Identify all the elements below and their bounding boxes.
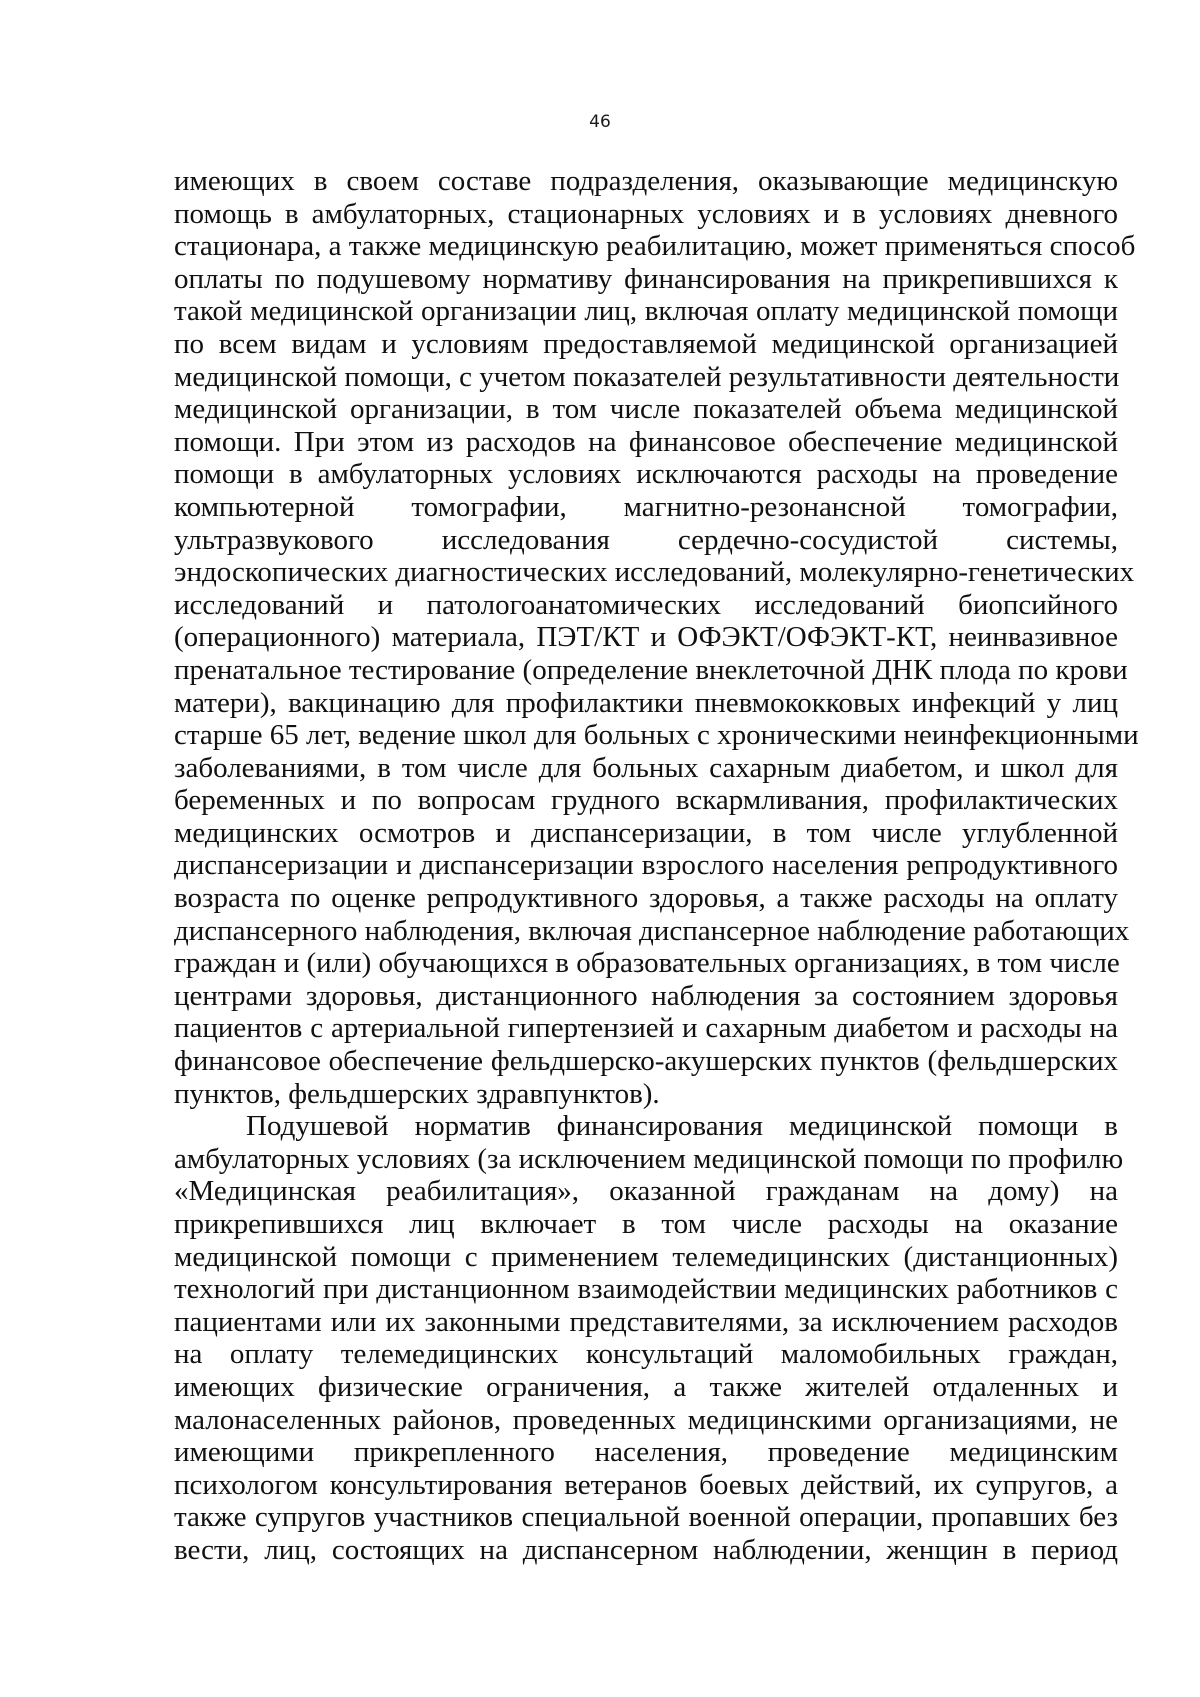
- text-line: помощь в амбулаторных, стационарных условиях и в условиях дневного: [174, 197, 1118, 230]
- text-line: пациентов с артериальной гипертензией и сахарным диабетом и расходы на: [174, 1012, 1118, 1045]
- text-line: старше 65 лет, ведение школ для больных с хроническими неинфекционными: [174, 719, 1139, 752]
- text-line: пунктов, фельдшерских здравпунктов).: [174, 1077, 660, 1110]
- text-line: заболеваниями, в том числе для больных сахарным диабетом, и школ для: [174, 751, 1118, 784]
- text-line: такой медицинской организации лиц, включая оплату медицинской помощи: [174, 295, 1118, 328]
- text-line: (операционного) материала, ПЭТ/КТ и ОФЭКТ/ОФЭКТ-КТ, неинвазивное: [174, 621, 1118, 654]
- text-line: помощи в амбулаторных условиях исключаются расходы на проведение: [174, 458, 1118, 491]
- text-line: медицинской помощи, с учетом показателей результативности деятельности: [174, 360, 1120, 393]
- body-text: [174, 165, 1139, 1567]
- text-line: медицинской организации, в том числе показателей объема медицинской: [174, 393, 1118, 426]
- text-line: исследований и патологоанатомических исследований биопсийного: [174, 588, 1118, 621]
- text-line: медицинских осмотров и диспансеризации, в том числе углубленной: [174, 816, 1118, 849]
- text-line: ультразвукового исследования сердечно-сосудистой системы,: [174, 523, 1118, 556]
- text-line: Подушевой норматив финансирования медицинской помощи в: [246, 1110, 1118, 1143]
- text-line: граждан и (или) обучающихся в образовательных организациях, в том числе: [174, 947, 1120, 980]
- text-line: прикрепившихся лиц включает в том числе расходы на оказание: [174, 1208, 1118, 1240]
- text-line: имеющими прикрепленного населения, проведение медицинским: [174, 1436, 1118, 1469]
- text-line: психологом консультирования ветеранов боевых действий, их супругов, а: [174, 1468, 1118, 1501]
- text-line: «Медицинская реабилитация», оказанной гражданам на дому) на: [174, 1175, 1118, 1208]
- text-line: возраста по оценке репродуктивного здоровья, а также расходы на оплату: [174, 882, 1118, 915]
- text-line: медицинской помощи с применением телемедицинских (дистанционных): [174, 1240, 1118, 1273]
- text-line: компьютерной томографии, магнитно-резонансной томографии,: [174, 490, 1118, 523]
- text-line: центрами здоровья, дистанционного наблюдения за состоянием здоровья: [174, 979, 1118, 1012]
- text-line: имеющих в своем составе подразделения, оказывающие медицинскую: [174, 165, 1118, 197]
- text-line: финансовое обеспечение фельдшерско-акушерских пунктов (фельдшерских: [174, 1045, 1118, 1078]
- text-line: амбулаторных условиях (за исключением медицинской помощи по профилю: [174, 1142, 1124, 1175]
- text-line: имеющих физические ограничения, а также жителей отдаленных и: [174, 1370, 1118, 1403]
- text-line: на оплату телемедицинских консультаций маломобильных граждан,: [174, 1338, 1118, 1371]
- text-line: малонаселенных районов, проведенных медицинскими организациями, не: [174, 1403, 1118, 1436]
- text-line: беременных и по вопросам грудного вскармливания, профилактических: [174, 784, 1118, 817]
- text-line: стационара, а также медицинскую реабилитацию, может применяться способ: [174, 230, 1136, 263]
- text-line: матери), вакцинацию для профилактики пневмококковых инфекций у лиц: [174, 686, 1118, 719]
- text-line: оплаты по подушевому нормативу финансирования на прикрепившихся к: [174, 262, 1118, 295]
- text-line: по всем видам и условиям предоставляемой медицинской организацией: [174, 327, 1118, 360]
- text-line: диспансеризации и диспансеризации взрослого населения репродуктивного: [174, 849, 1118, 882]
- page-number: 46: [589, 112, 611, 132]
- text-line: технологий при дистанционном взаимодействии медицинских работников с: [174, 1273, 1118, 1306]
- text-line: пациентами или их законными представителями, за исключением расходов: [174, 1305, 1118, 1338]
- text-line: помощи. При этом из расходов на финансовое обеспечение медицинской: [174, 425, 1118, 458]
- text-line: вести, лиц, состоящих на диспансерном наблюдении, женщин в период: [174, 1533, 1118, 1566]
- text-line: также супругов участников специальной военной операции, пропавших без: [174, 1501, 1118, 1534]
- text-line: эндоскопических диагностических исследований, молекулярно-генетических: [174, 556, 1135, 589]
- text-line: пренатальное тестирование (определение внеклеточной ДНК плода по крови: [174, 653, 1128, 686]
- text-line: диспансерного наблюдения, включая диспансерное наблюдение работающих: [174, 914, 1130, 947]
